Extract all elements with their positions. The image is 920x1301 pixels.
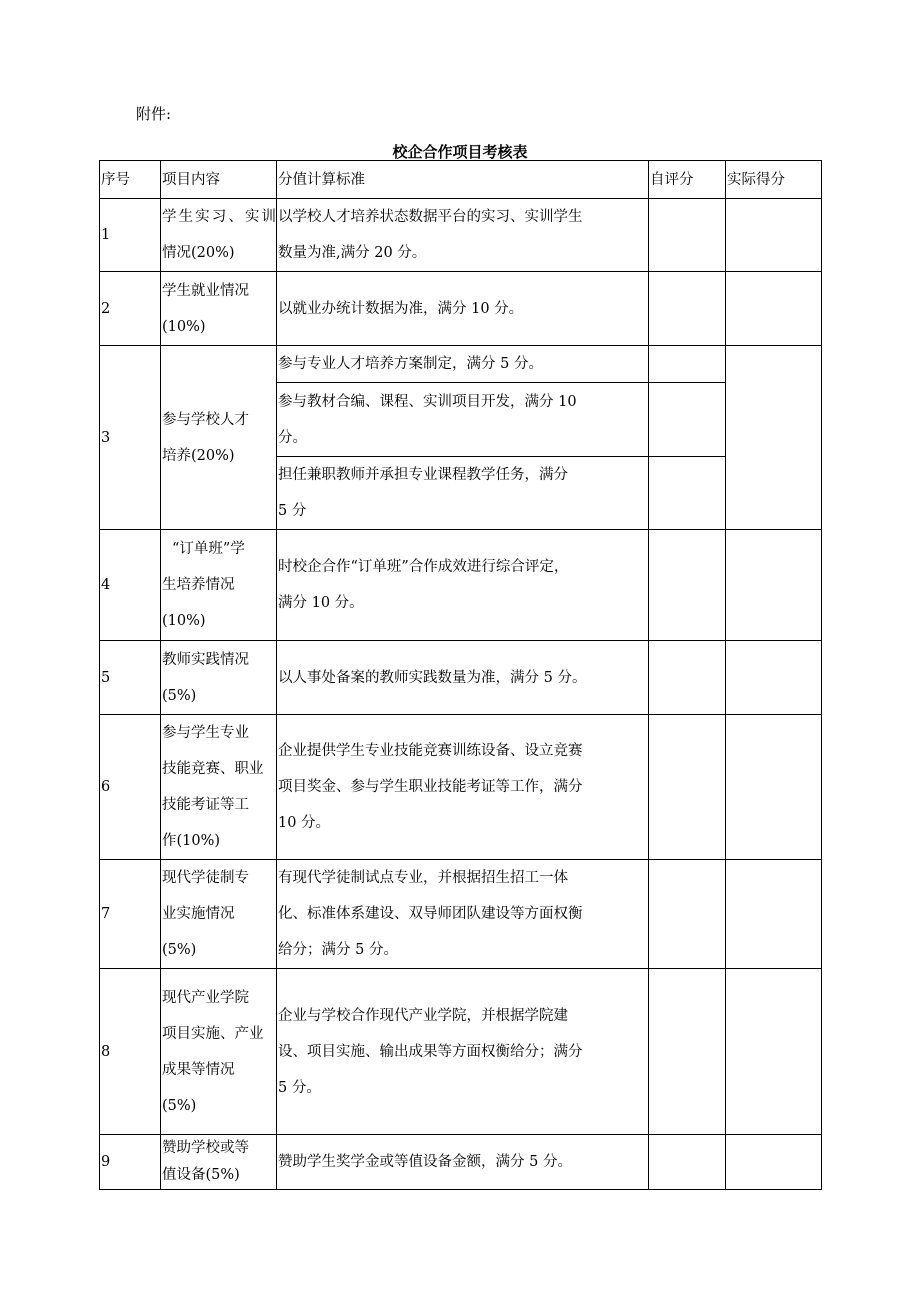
criteria-line: 项目奖金、参与学生职业技能考证等工作，满分 bbox=[278, 779, 583, 795]
item-line: 学生就业情况 bbox=[162, 282, 249, 299]
row-item bbox=[161, 1135, 277, 1190]
row-item bbox=[161, 346, 277, 530]
row-seq: 3 bbox=[100, 346, 161, 530]
criteria-line: 满分 10 分。 bbox=[278, 595, 364, 611]
criteria-line: 分。 bbox=[278, 429, 307, 446]
row-item bbox=[161, 715, 277, 860]
row-item bbox=[161, 530, 277, 641]
row-seq: 5 bbox=[100, 641, 161, 715]
self-score-cell[interactable] bbox=[649, 457, 726, 530]
item-line: (5%) bbox=[162, 942, 197, 958]
header-item: 项目内容 bbox=[161, 161, 277, 199]
table-row bbox=[100, 1135, 822, 1190]
row-seq: 8 bbox=[100, 969, 161, 1135]
row-criteria bbox=[277, 199, 649, 272]
row-seq: 9 bbox=[100, 1135, 161, 1190]
item-line: 赞助学校或等 bbox=[162, 1140, 249, 1156]
row-item bbox=[161, 199, 277, 272]
criteria-line: 数量为准,满分 20 分。 bbox=[278, 245, 427, 261]
self-score-cell[interactable] bbox=[649, 715, 726, 860]
self-score-cell[interactable] bbox=[649, 969, 726, 1135]
row-criteria bbox=[277, 346, 649, 383]
criteria-line: 企业提供学生专业技能竞赛训练设备、设立竞赛 bbox=[278, 743, 583, 759]
table-row bbox=[100, 715, 822, 860]
row-seq: 7 bbox=[100, 860, 161, 969]
item-line: 现代学徒制专 bbox=[162, 870, 249, 886]
item-line: 作(10%) bbox=[162, 833, 221, 849]
criteria-line: 赞助学生奖学金或等值设备金额，满分 5 分。 bbox=[278, 1154, 572, 1170]
table-row bbox=[100, 199, 822, 272]
self-score-cell[interactable] bbox=[649, 346, 726, 383]
self-score-cell[interactable] bbox=[649, 272, 726, 346]
table-title: 校企合作项目考核表 bbox=[392, 143, 528, 161]
item-line: 学生实习、实训 bbox=[162, 209, 276, 225]
item-line: 成果等情况 bbox=[162, 1061, 235, 1078]
table-row bbox=[100, 860, 822, 969]
item-line: 技能考证等工 bbox=[162, 797, 249, 813]
row-criteria bbox=[277, 969, 649, 1135]
row-item bbox=[161, 860, 277, 969]
item-line: 生培养情况 bbox=[162, 577, 235, 593]
item-line: (10%) bbox=[162, 318, 206, 335]
criteria-line: 10 分。 bbox=[278, 815, 331, 831]
item-line: 参与学生专业 bbox=[162, 725, 249, 741]
item-line: 现代产业学院 bbox=[162, 989, 249, 1006]
self-score-cell[interactable] bbox=[649, 383, 726, 457]
self-score-cell[interactable] bbox=[649, 641, 726, 715]
row-criteria bbox=[277, 1135, 649, 1190]
criteria-line: 以学校人才培养状态数据平台的实习、实训学生 bbox=[278, 209, 583, 225]
criteria-line: 以就业办统计数据为准，满分 10 分。 bbox=[278, 300, 524, 317]
criteria-line: 给分；满分 5 分。 bbox=[278, 942, 398, 958]
actual-score-cell[interactable] bbox=[726, 1135, 822, 1190]
row-criteria bbox=[277, 641, 649, 715]
item-line: 参与学校人才 bbox=[162, 411, 249, 428]
item-line: (10%) bbox=[162, 613, 206, 629]
actual-score-cell[interactable] bbox=[726, 715, 822, 860]
assessment-table bbox=[99, 160, 822, 1190]
header-seq: 序号 bbox=[100, 161, 161, 199]
actual-score-cell[interactable] bbox=[726, 860, 822, 969]
row-item bbox=[161, 641, 277, 715]
table-row bbox=[100, 969, 822, 1135]
row-criteria bbox=[277, 715, 649, 860]
item-line: 业实施情况 bbox=[162, 906, 235, 922]
actual-score-cell[interactable] bbox=[726, 346, 822, 530]
row-item bbox=[161, 969, 277, 1135]
criteria-line: 设、项目实施、输出成果等方面权衡给分；满分 bbox=[278, 1043, 583, 1060]
criteria-line: 5 分。 bbox=[278, 1079, 321, 1096]
row-criteria bbox=[277, 457, 649, 530]
item-line: 情况(20%) bbox=[162, 245, 235, 261]
item-line: 值设备(5%) bbox=[162, 1167, 240, 1183]
criteria-line: 参与专业人才培养方案制定，满分 5 分。 bbox=[278, 356, 543, 372]
actual-score-cell[interactable] bbox=[726, 272, 822, 346]
table-row bbox=[100, 272, 822, 346]
criteria-line: 以人事处备案的教师实践数量为准，满分 5 分。 bbox=[278, 669, 587, 686]
self-score-cell[interactable] bbox=[649, 860, 726, 969]
row-seq: 1 bbox=[100, 199, 161, 272]
criteria-line: 化、标准体系建设、双导师团队建设等方面权衡 bbox=[278, 906, 583, 922]
row-criteria bbox=[277, 272, 649, 346]
criteria-line: 时校企合作“订单班”合作成效进行综合评定， bbox=[278, 559, 569, 575]
header-criteria: 分值计算标准 bbox=[277, 161, 649, 199]
header-actual-score: 实际得分 bbox=[726, 161, 822, 199]
actual-score-cell[interactable] bbox=[726, 641, 822, 715]
self-score-cell[interactable] bbox=[649, 1135, 726, 1190]
header-self-score: 自评分 bbox=[649, 161, 726, 199]
row-item bbox=[161, 272, 277, 346]
self-score-cell[interactable] bbox=[649, 530, 726, 641]
item-line: (5%) bbox=[162, 687, 197, 704]
table-row bbox=[100, 346, 822, 383]
criteria-line: 5 分 bbox=[278, 503, 307, 519]
item-line: 项目实施、产业 bbox=[162, 1025, 264, 1042]
row-seq: 2 bbox=[100, 272, 161, 346]
item-line: 教师实践情况 bbox=[162, 651, 249, 668]
row-seq: 4 bbox=[100, 530, 161, 641]
item-line: (5%) bbox=[162, 1097, 197, 1114]
criteria-line: 参与教材合编、课程、实训项目开发，满分 10 bbox=[278, 393, 577, 410]
actual-score-cell[interactable] bbox=[726, 530, 822, 641]
actual-score-cell[interactable] bbox=[726, 969, 822, 1135]
row-seq: 6 bbox=[100, 715, 161, 860]
item-line: 培养(20%) bbox=[162, 447, 235, 464]
self-score-cell[interactable] bbox=[649, 199, 726, 272]
row-criteria bbox=[277, 383, 649, 457]
criteria-line: 有现代学徒制试点专业，并根据招生招工一体 bbox=[278, 870, 568, 886]
table-row bbox=[100, 530, 822, 641]
row-criteria bbox=[277, 860, 649, 969]
attachment-label: 附件: bbox=[136, 105, 172, 123]
item-line: “订单班”学 bbox=[172, 541, 245, 557]
criteria-line: 企业与学校合作现代产业学院，并根据学院建 bbox=[278, 1007, 568, 1024]
table-row bbox=[100, 641, 822, 715]
actual-score-cell[interactable] bbox=[726, 199, 822, 272]
row-criteria bbox=[277, 530, 649, 641]
header-row bbox=[100, 161, 822, 199]
criteria-line: 担任兼职教师并承担专业课程教学任务，满分 bbox=[278, 467, 568, 483]
item-line: 技能竞赛、职业 bbox=[162, 761, 264, 777]
